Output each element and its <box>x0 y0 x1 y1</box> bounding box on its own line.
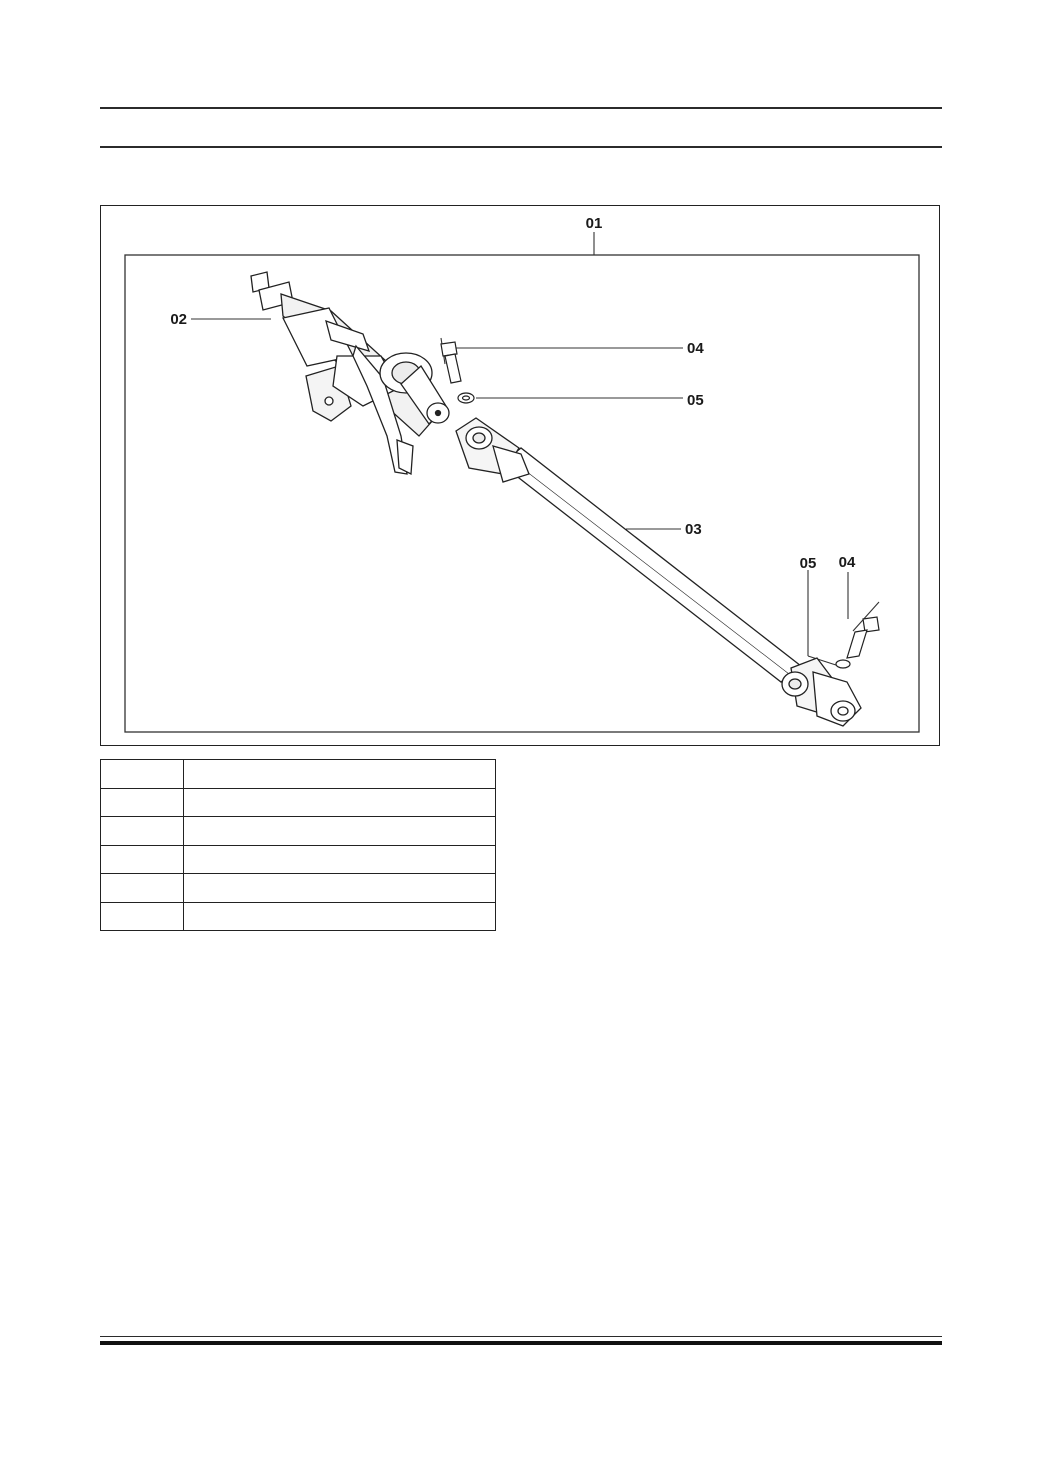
callout-04-top: 04 <box>687 340 704 357</box>
parts-list-table <box>100 759 496 931</box>
table-row <box>101 902 496 931</box>
part-number-cell <box>101 874 184 903</box>
callout-04-right: 04 <box>838 554 856 571</box>
header-rule-top <box>100 107 942 109</box>
part-description-cell <box>184 874 496 903</box>
intermediate-shaft <box>456 418 861 726</box>
callout-05-right: 05 <box>799 555 817 572</box>
table-row <box>101 817 496 846</box>
table-row <box>101 874 496 903</box>
exploded-diagram-frame <box>100 205 940 746</box>
header-rule-bottom <box>100 146 942 148</box>
part-description-cell <box>184 902 496 931</box>
table-row <box>101 760 496 789</box>
callout-05-top: 05 <box>687 392 704 409</box>
footer-rule-thick <box>100 1341 942 1345</box>
part-description-cell <box>184 845 496 874</box>
part-description-cell <box>184 760 496 789</box>
callout-01: 01 <box>585 215 603 232</box>
table-row <box>101 788 496 817</box>
steering-column-exploded-view <box>101 206 941 747</box>
part-description-cell <box>184 788 496 817</box>
right-bolt-and-washer <box>836 617 879 668</box>
part-number-cell <box>101 845 184 874</box>
part-number-cell <box>101 760 184 789</box>
part-number-cell <box>101 902 184 931</box>
assembly-boundary-box <box>125 255 919 732</box>
part-number-cell <box>101 788 184 817</box>
table-row <box>101 845 496 874</box>
footer-rule-thin <box>100 1336 942 1337</box>
part-description-cell <box>184 817 496 846</box>
callout-02: 02 <box>170 311 187 328</box>
part-number-cell <box>101 817 184 846</box>
upper-steering-column <box>251 272 449 474</box>
callout-03: 03 <box>685 521 702 538</box>
top-bolt-and-washer <box>441 342 474 403</box>
